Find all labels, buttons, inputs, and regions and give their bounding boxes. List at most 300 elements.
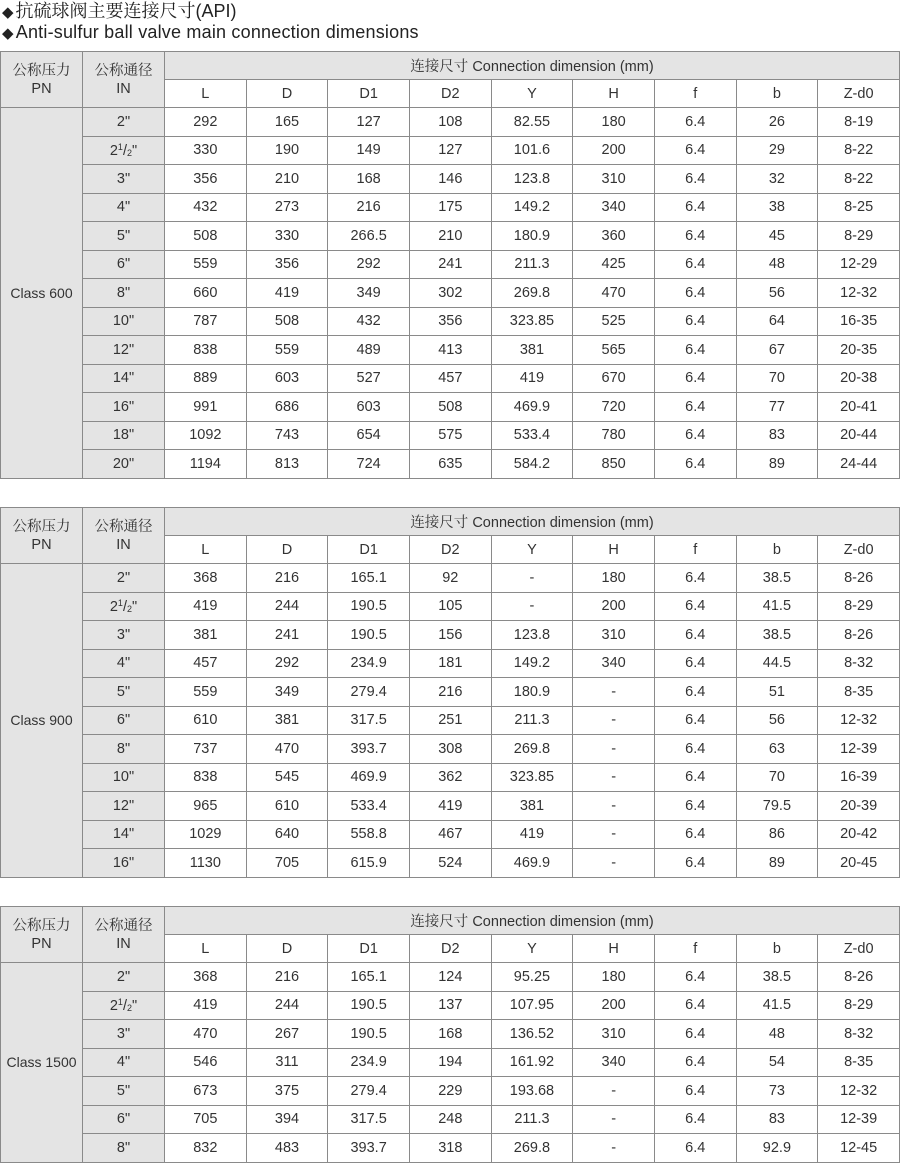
value-cell: 381 <box>491 792 573 821</box>
value-cell: 470 <box>165 1020 247 1049</box>
column-header: D <box>246 80 328 108</box>
class-900-table <box>0 507 900 878</box>
nominal-size-cell: 16" <box>83 393 165 422</box>
table-row <box>1 279 900 308</box>
value-cell: 635 <box>409 450 491 479</box>
value-cell: 413 <box>409 336 491 365</box>
connection-header: 连接尺寸 Connection dimension (mm) <box>165 52 900 80</box>
value-cell: 6.4 <box>654 307 736 336</box>
class-label: Class 900 <box>1 564 83 878</box>
value-cell: 123.8 <box>491 621 573 650</box>
value-cell: 381 <box>491 336 573 365</box>
value-cell: 720 <box>573 393 655 422</box>
value-cell: 349 <box>246 678 328 707</box>
value-cell: 266.5 <box>328 222 410 251</box>
nominal-size-cell: 14" <box>83 364 165 393</box>
value-cell: 469.9 <box>328 763 410 792</box>
class-600-table <box>0 51 900 479</box>
table-row <box>1 1020 900 1049</box>
nominal-size-cell: 2" <box>83 963 165 992</box>
nominal-size-cell: 2" <box>83 108 165 137</box>
value-cell: 210 <box>246 165 328 194</box>
value-cell: 419 <box>165 991 247 1020</box>
value-cell: 889 <box>165 364 247 393</box>
value-cell: 527 <box>328 364 410 393</box>
value-cell: 6.4 <box>654 735 736 764</box>
table-row <box>1 421 900 450</box>
value-cell: 180.9 <box>491 678 573 707</box>
value-cell: 508 <box>165 222 247 251</box>
table-row <box>1 706 900 735</box>
value-cell: 136.52 <box>491 1020 573 1049</box>
value-cell: 6.4 <box>654 336 736 365</box>
value-cell: 95.25 <box>491 963 573 992</box>
value-cell: 368 <box>165 564 247 593</box>
pn-header <box>1 52 83 108</box>
value-cell: 241 <box>409 250 491 279</box>
nominal-size-cell: 4" <box>83 1048 165 1077</box>
class-label: Class 600 <box>1 108 83 479</box>
table-row <box>1 1048 900 1077</box>
value-cell: 56 <box>736 706 818 735</box>
value-cell: 200 <box>573 136 655 165</box>
in-header-zh: 公称通径 <box>94 62 153 79</box>
value-cell: 349 <box>328 279 410 308</box>
column-header: Y <box>491 80 573 108</box>
value-cell: 180.9 <box>491 222 573 251</box>
value-cell: 180 <box>573 108 655 137</box>
in-header-en: IN <box>116 80 131 97</box>
value-cell: 123.8 <box>491 165 573 194</box>
value-cell: 6.4 <box>654 250 736 279</box>
value-cell: 850 <box>573 450 655 479</box>
value-cell: - <box>573 678 655 707</box>
value-cell: 375 <box>246 1077 328 1106</box>
table-row <box>1 649 900 678</box>
table-row <box>1 1105 900 1134</box>
value-cell: 323.85 <box>491 307 573 336</box>
value-cell: 108 <box>409 108 491 137</box>
value-cell: 308 <box>409 735 491 764</box>
value-cell: 419 <box>409 792 491 821</box>
value-cell: 165 <box>246 108 328 137</box>
value-cell: 146 <box>409 165 491 194</box>
value-cell: 838 <box>165 763 247 792</box>
value-cell: 211.3 <box>491 250 573 279</box>
value-cell: 251 <box>409 706 491 735</box>
pn-header-en: PN <box>31 536 52 553</box>
value-cell: 559 <box>165 678 247 707</box>
value-cell: 533.4 <box>328 792 410 821</box>
value-cell: 190 <box>246 136 328 165</box>
in-header <box>83 907 165 963</box>
value-cell: 79.5 <box>736 792 818 821</box>
value-cell: 175 <box>409 193 491 222</box>
value-cell: 524 <box>409 849 491 878</box>
connection-header: 连接尺寸 Connection dimension (mm) <box>165 508 900 536</box>
table-row <box>1 735 900 764</box>
table-row <box>1 136 900 165</box>
value-cell: - <box>573 792 655 821</box>
value-cell: 545 <box>246 763 328 792</box>
value-cell: 8-26 <box>818 564 900 593</box>
value-cell: 180 <box>573 564 655 593</box>
table-row <box>1 250 900 279</box>
value-cell: 12-39 <box>818 1105 900 1134</box>
nominal-size-cell: 4" <box>83 649 165 678</box>
value-cell: 20-38 <box>818 364 900 393</box>
value-cell: 83 <box>736 1105 818 1134</box>
value-cell: 279.4 <box>328 1077 410 1106</box>
nominal-size-cell: 3" <box>83 165 165 194</box>
value-cell: 292 <box>246 649 328 678</box>
value-cell: 168 <box>409 1020 491 1049</box>
nominal-size-cell: 12" <box>83 336 165 365</box>
value-cell: 310 <box>573 621 655 650</box>
value-cell: 838 <box>165 336 247 365</box>
column-header: b <box>736 536 818 564</box>
value-cell: 340 <box>573 1048 655 1077</box>
table-row <box>1 193 900 222</box>
nominal-size-cell: 2" <box>83 564 165 593</box>
nominal-size-cell: 12" <box>83 792 165 821</box>
column-header: D2 <box>409 536 491 564</box>
value-cell: 6.4 <box>654 592 736 621</box>
nominal-size-cell: 5" <box>83 1077 165 1106</box>
heading-english <box>2 21 419 44</box>
value-cell: 229 <box>409 1077 491 1106</box>
nominal-size-cell: $2^1/_2$" <box>83 991 165 1020</box>
value-cell: 356 <box>246 250 328 279</box>
nominal-size-cell: 16" <box>83 849 165 878</box>
in-header-zh: 公称通径 <box>94 917 153 934</box>
value-cell: 8-29 <box>818 222 900 251</box>
value-cell: 73 <box>736 1077 818 1106</box>
column-header: H <box>573 536 655 564</box>
value-cell: 12-39 <box>818 735 900 764</box>
value-cell: 508 <box>246 307 328 336</box>
value-cell: - <box>573 763 655 792</box>
header-row <box>1 52 900 80</box>
value-cell: 190.5 <box>328 592 410 621</box>
value-cell: 190.5 <box>328 621 410 650</box>
value-cell: 77 <box>736 393 818 422</box>
column-header: H <box>573 80 655 108</box>
value-cell: 419 <box>246 279 328 308</box>
value-cell: 45 <box>736 222 818 251</box>
value-cell: 216 <box>246 963 328 992</box>
in-header <box>83 508 165 564</box>
nominal-size-cell: 3" <box>83 1020 165 1049</box>
value-cell: 419 <box>491 364 573 393</box>
value-cell: 6.4 <box>654 1020 736 1049</box>
value-cell: 660 <box>165 279 247 308</box>
value-cell: 105 <box>409 592 491 621</box>
column-header: b <box>736 80 818 108</box>
value-cell: 38 <box>736 193 818 222</box>
value-cell: 470 <box>573 279 655 308</box>
value-cell: 161.92 <box>491 1048 573 1077</box>
value-cell: 813 <box>246 450 328 479</box>
in-header-en: IN <box>116 935 131 952</box>
value-cell: 92 <box>409 564 491 593</box>
value-cell: 180 <box>573 963 655 992</box>
value-cell: 279.4 <box>328 678 410 707</box>
value-cell: 269.8 <box>491 1134 573 1163</box>
value-cell: 6.4 <box>654 849 736 878</box>
value-cell: 559 <box>165 250 247 279</box>
value-cell: 654 <box>328 421 410 450</box>
value-cell: 38.5 <box>736 564 818 593</box>
value-cell: 6.4 <box>654 763 736 792</box>
pn-header-en: PN <box>31 80 52 97</box>
nominal-size-cell: 6" <box>83 706 165 735</box>
value-cell: 575 <box>409 421 491 450</box>
value-cell: 457 <box>165 649 247 678</box>
value-cell: 6.4 <box>654 364 736 393</box>
value-cell: 292 <box>328 250 410 279</box>
value-cell: 8-26 <box>818 963 900 992</box>
value-cell: 469.9 <box>491 849 573 878</box>
nominal-size-cell: 6" <box>83 250 165 279</box>
value-cell: 83 <box>736 421 818 450</box>
value-cell: 432 <box>328 307 410 336</box>
column-header: b <box>736 935 818 963</box>
value-cell: 6.4 <box>654 792 736 821</box>
value-cell: 12-32 <box>818 279 900 308</box>
value-cell: 6.4 <box>654 1105 736 1134</box>
value-cell: 311 <box>246 1048 328 1077</box>
value-cell: 565 <box>573 336 655 365</box>
value-cell: - <box>573 1105 655 1134</box>
value-cell: 8-26 <box>818 621 900 650</box>
nominal-size-cell: 10" <box>83 763 165 792</box>
value-cell: 89 <box>736 849 818 878</box>
value-cell: 6.4 <box>654 108 736 137</box>
value-cell: - <box>573 1077 655 1106</box>
value-cell: 362 <box>409 763 491 792</box>
nominal-size-cell: 14" <box>83 820 165 849</box>
value-cell: 137 <box>409 991 491 1020</box>
value-cell: 190.5 <box>328 991 410 1020</box>
value-cell: 832 <box>165 1134 247 1163</box>
value-cell: 467 <box>409 820 491 849</box>
nominal-size-cell: $2^1/_2$" <box>83 592 165 621</box>
value-cell: 310 <box>573 1020 655 1049</box>
value-cell: 8-22 <box>818 136 900 165</box>
value-cell: 6.4 <box>654 1048 736 1077</box>
value-cell: - <box>573 849 655 878</box>
value-cell: 216 <box>246 564 328 593</box>
pn-header <box>1 907 83 963</box>
column-header: Y <box>491 536 573 564</box>
value-cell: 12-29 <box>818 250 900 279</box>
value-cell: - <box>573 1134 655 1163</box>
value-cell: 86 <box>736 820 818 849</box>
nominal-size-cell: 8" <box>83 279 165 308</box>
table-row <box>1 336 900 365</box>
heading-english-text: Anti-sulfur ball valve main connection dimensions <box>15 22 419 42</box>
value-cell: 20-45 <box>818 849 900 878</box>
value-cell: 6.4 <box>654 649 736 678</box>
value-cell: 82.55 <box>491 108 573 137</box>
class-1500-table <box>0 906 900 1163</box>
value-cell: 6.4 <box>654 450 736 479</box>
value-cell: 181 <box>409 649 491 678</box>
value-cell: 44.5 <box>736 649 818 678</box>
value-cell: 38.5 <box>736 621 818 650</box>
column-header: D2 <box>409 80 491 108</box>
value-cell: 8-29 <box>818 991 900 1020</box>
value-cell: 56 <box>736 279 818 308</box>
nominal-size-cell: 8" <box>83 1134 165 1163</box>
value-cell: 310 <box>573 165 655 194</box>
value-cell: 32 <box>736 165 818 194</box>
in-header-en: IN <box>116 536 131 553</box>
value-cell: 340 <box>573 193 655 222</box>
value-cell: 269.8 <box>491 735 573 764</box>
column-header: Z-d0 <box>818 536 900 564</box>
value-cell: 149.2 <box>491 649 573 678</box>
value-cell: 610 <box>165 706 247 735</box>
value-cell: 8-22 <box>818 165 900 194</box>
value-cell: 330 <box>246 222 328 251</box>
value-cell: - <box>573 706 655 735</box>
value-cell: 6.4 <box>654 136 736 165</box>
pn-header-zh: 公称压力 <box>12 518 71 535</box>
table-row <box>1 307 900 336</box>
connection-header: 连接尺寸 Connection dimension (mm) <box>165 907 900 935</box>
value-cell: 20-35 <box>818 336 900 365</box>
value-cell: 38.5 <box>736 963 818 992</box>
value-cell: 211.3 <box>491 1105 573 1134</box>
heading-chinese <box>2 0 237 23</box>
pn-header <box>1 508 83 564</box>
value-cell: 705 <box>246 849 328 878</box>
value-cell: 244 <box>246 592 328 621</box>
value-cell: 6.4 <box>654 421 736 450</box>
value-cell: 24-44 <box>818 450 900 479</box>
pn-header-zh: 公称压力 <box>12 917 71 934</box>
value-cell: 6.4 <box>654 193 736 222</box>
value-cell: 193.68 <box>491 1077 573 1106</box>
value-cell: 356 <box>409 307 491 336</box>
value-cell: 41.5 <box>736 991 818 1020</box>
column-header: L <box>165 536 247 564</box>
heading-chinese-text: 抗硫球阀主要连接尺寸(API) <box>15 1 237 21</box>
value-cell: 64 <box>736 307 818 336</box>
column-header: D1 <box>328 80 410 108</box>
table-row <box>1 222 900 251</box>
value-cell: - <box>491 564 573 593</box>
value-cell: 6.4 <box>654 564 736 593</box>
value-cell: 1194 <box>165 450 247 479</box>
value-cell: 780 <box>573 421 655 450</box>
table-row <box>1 450 900 479</box>
value-cell: 8-35 <box>818 1048 900 1077</box>
value-cell: 234.9 <box>328 1048 410 1077</box>
class-label: Class 1500 <box>1 963 83 1163</box>
value-cell: 724 <box>328 450 410 479</box>
value-cell: 12-45 <box>818 1134 900 1163</box>
value-cell: 686 <box>246 393 328 422</box>
value-cell: 965 <box>165 792 247 821</box>
value-cell: - <box>573 820 655 849</box>
table-row <box>1 621 900 650</box>
value-cell: 124 <box>409 963 491 992</box>
table-row <box>1 849 900 878</box>
nominal-size-cell: 20" <box>83 450 165 479</box>
value-cell: 705 <box>165 1105 247 1134</box>
value-cell: 92.9 <box>736 1134 818 1163</box>
value-cell: 8-32 <box>818 1020 900 1049</box>
value-cell: 6.4 <box>654 678 736 707</box>
value-cell: 107.95 <box>491 991 573 1020</box>
value-cell: 165.1 <box>328 564 410 593</box>
value-cell: 787 <box>165 307 247 336</box>
value-cell: 70 <box>736 364 818 393</box>
value-cell: 483 <box>246 1134 328 1163</box>
table-row <box>1 963 900 992</box>
table-row <box>1 820 900 849</box>
value-cell: 241 <box>246 621 328 650</box>
pn-header-en: PN <box>31 935 52 952</box>
value-cell: 356 <box>165 165 247 194</box>
table-row <box>1 1077 900 1106</box>
value-cell: 393.7 <box>328 1134 410 1163</box>
nominal-size-cell: 5" <box>83 222 165 251</box>
value-cell: - <box>573 735 655 764</box>
value-cell: 211.3 <box>491 706 573 735</box>
value-cell: 8-35 <box>818 678 900 707</box>
value-cell: 323.85 <box>491 763 573 792</box>
value-cell: 6.4 <box>654 165 736 194</box>
value-cell: 127 <box>409 136 491 165</box>
nominal-size-cell: 8" <box>83 735 165 764</box>
header-row <box>1 907 900 935</box>
value-cell: 165.1 <box>328 963 410 992</box>
value-cell: 330 <box>165 136 247 165</box>
nominal-size-cell: 6" <box>83 1105 165 1134</box>
value-cell: 558.8 <box>328 820 410 849</box>
nominal-size-cell: 3" <box>83 621 165 650</box>
value-cell: 6.4 <box>654 621 736 650</box>
table-row <box>1 678 900 707</box>
nominal-size-cell: 4" <box>83 193 165 222</box>
value-cell: 419 <box>491 820 573 849</box>
value-cell: 269.8 <box>491 279 573 308</box>
column-header: D <box>246 536 328 564</box>
value-cell: 6.4 <box>654 820 736 849</box>
value-cell: 6.4 <box>654 706 736 735</box>
nominal-size-cell: 10" <box>83 307 165 336</box>
value-cell: 425 <box>573 250 655 279</box>
value-cell: 20-42 <box>818 820 900 849</box>
value-cell: 12-32 <box>818 1077 900 1106</box>
value-cell: 200 <box>573 592 655 621</box>
value-cell: 267 <box>246 1020 328 1049</box>
value-cell: 508 <box>409 393 491 422</box>
value-cell: 489 <box>328 336 410 365</box>
value-cell: 67 <box>736 336 818 365</box>
value-cell: 1092 <box>165 421 247 450</box>
value-cell: 156 <box>409 621 491 650</box>
value-cell: 317.5 <box>328 706 410 735</box>
table-row <box>1 1134 900 1163</box>
nominal-size-cell: 18" <box>83 421 165 450</box>
value-cell: 70 <box>736 763 818 792</box>
value-cell: 41.5 <box>736 592 818 621</box>
